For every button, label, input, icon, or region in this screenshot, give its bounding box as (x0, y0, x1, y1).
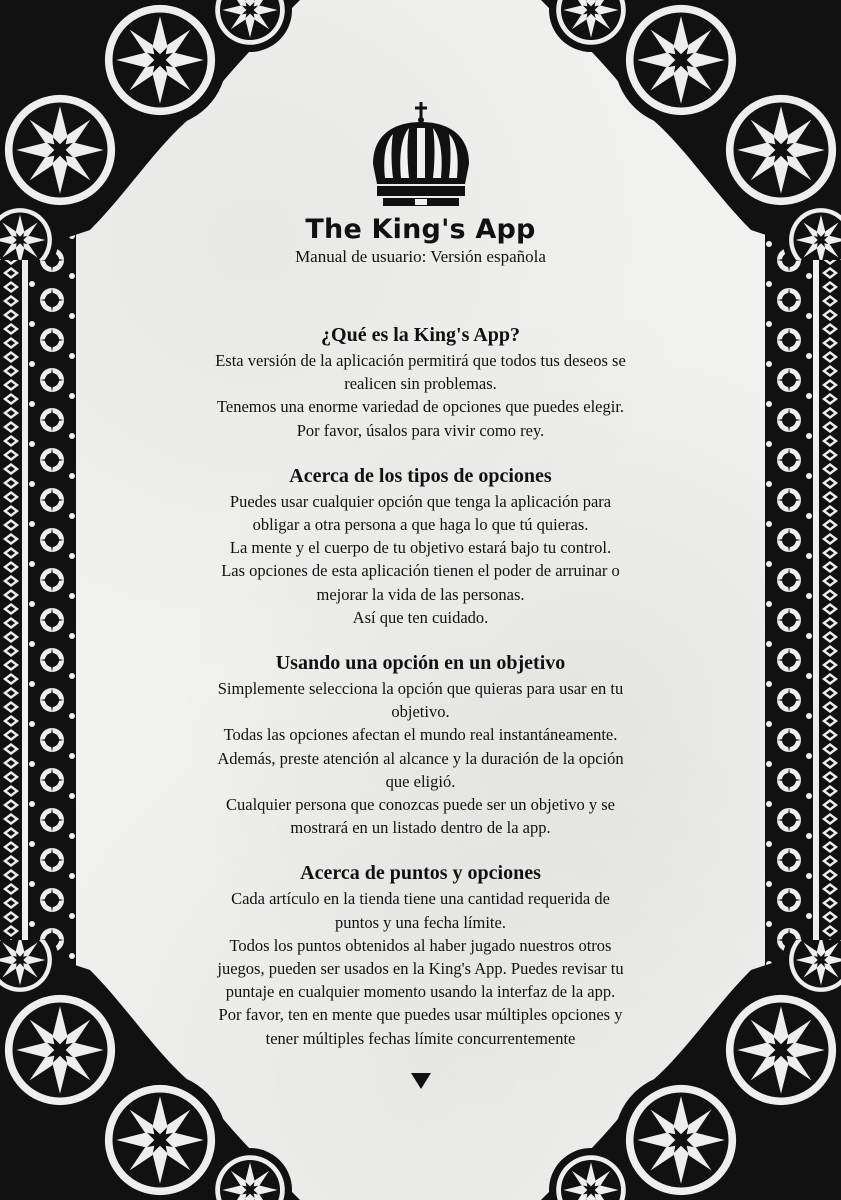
section-line: objetivo. (391, 702, 450, 722)
section-line: Simplemente selecciona la opción que quieras para usar en tu (217, 679, 624, 699)
section-line: Todos los puntos obtenidos al haber jugado nuestros otros (229, 935, 612, 955)
section-line: mostrará en un listado dentro de la app. (290, 818, 551, 838)
section-points-options (150, 861, 691, 1049)
section-line: Por favor, ten en mente que puedes usar múltiples opciones y (218, 1005, 623, 1025)
section-line: Cualquier persona que conozcas puede ser un objetivo y se (226, 795, 615, 815)
sections-container (150, 323, 691, 1050)
triangle-down-icon[interactable] (410, 1072, 432, 1090)
section-line: obligar a otra persona a que haga lo que tú quieras. (252, 515, 589, 535)
section-line: puntaje en cualquier momento usando la interfaz de la app. (225, 982, 616, 1002)
manual-content (150, 100, 691, 1072)
section-line: Tenemos una enorme variedad de opciones que puedes elegir. (216, 397, 625, 417)
section-line: Puedes usar cualquier opción que tenga la aplicación para (229, 491, 612, 511)
section-line: juegos, pueden ser usados en la King's App. Puedes revisar tu (217, 959, 624, 979)
section-line: La mente y el cuerpo de tu objetivo estará bajo tu control. (229, 538, 612, 558)
section-line: tener múltiples fechas límite concurrentemente (265, 1028, 576, 1048)
section-line: Todas las opciones afectan el mundo real instantáneamente. (223, 725, 618, 745)
section-heading: Acerca de los tipos de opciones (289, 464, 552, 487)
section-line: Cada artículo en la tienda tiene una cantidad requerida de (231, 889, 610, 909)
section-heading: ¿Qué es la King's App? (321, 324, 520, 346)
section-heading: Acerca de puntos y opciones (300, 862, 541, 885)
section-line: Las opciones de esta aplicación tienen el poder de arruinar o (221, 561, 620, 581)
section-using-option (150, 651, 691, 839)
section-option-types (150, 464, 691, 629)
section-line: Por favor, úsalos para vivir como rey. (296, 420, 545, 440)
section-line: que eligió. (385, 771, 456, 791)
app-title: The King's App (305, 214, 536, 245)
section-heading: Usando una opción en un objetivo (275, 652, 566, 675)
section-what-is (150, 323, 691, 442)
crown-icon (369, 100, 473, 210)
section-line: Esta versión de la aplicación permitirá que todos tus deseos se (215, 351, 626, 370)
manual-subtitle: Manual de usuario: Versión española (295, 247, 546, 266)
section-line: Además, preste atención al alcance y la duración de la opción (217, 748, 624, 768)
section-line: mejorar la vida de las personas. (316, 584, 525, 604)
section-line: Así que ten cuidado. (352, 607, 489, 627)
section-line: realicen sin problemas. (344, 374, 497, 394)
section-line: puntos y una fecha límite. (335, 912, 506, 932)
